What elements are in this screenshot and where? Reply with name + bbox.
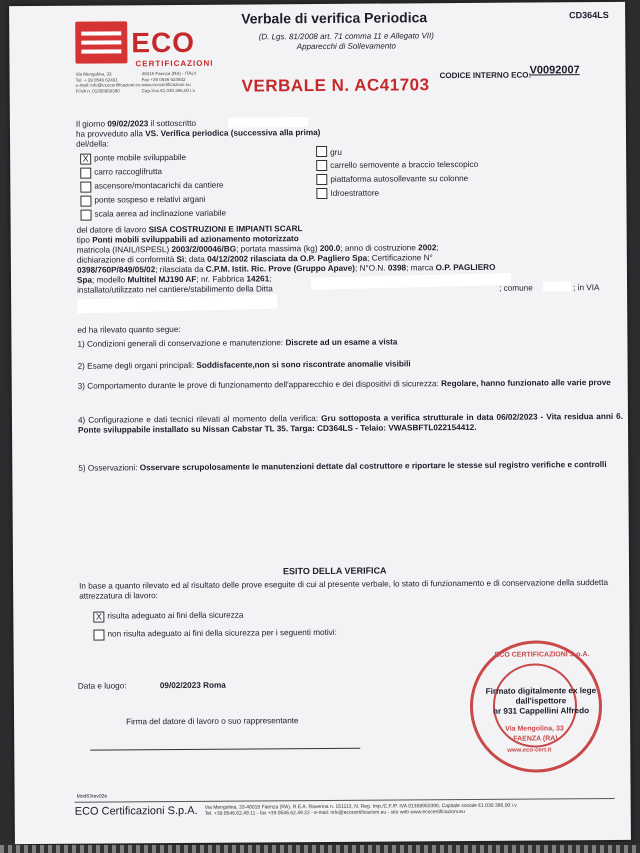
checkbox-label: ponte sospeso e relativi argani <box>94 194 206 205</box>
codice-interno-value: V0092007 <box>529 64 580 77</box>
text: ; rilasciata da <box>155 264 204 275</box>
item-value: Regolare, hanno funzionato alle varie prove <box>441 377 611 389</box>
esito-text: In base a quanto rilevato ed al risultato delle prove eseguite di cui al presente verbale, lo stato di funzionamento e di conservazione della suddetta attrezzatura di lavoro: <box>79 577 609 601</box>
codice-interno-label: CODICE INTERNO ECO: <box>439 70 532 81</box>
cert-issuer: C.P.M. Istit. Ric. Prove (Gruppo Apave) <box>205 263 356 274</box>
text: del datore di lavoro <box>76 225 147 235</box>
marca-suffix: Spa <box>76 275 93 285</box>
item-condizioni <box>77 336 617 350</box>
footer-divider <box>75 798 615 803</box>
address-line: 48018 Faenza (RA) - ITALY <box>141 70 197 77</box>
checkbox-scala-aerea[interactable] <box>81 210 92 221</box>
marca-value: O.P. PAGLIERO <box>435 262 496 273</box>
stamp-url: www.eco-cert.it <box>507 747 552 754</box>
text: tipo <box>76 235 90 245</box>
on-number: 0398 <box>387 263 407 273</box>
logo-sub: CERTIFICAZIONI <box>135 58 214 69</box>
item-value: Osservare scrupolosamente le manutenzioni dettate dal costruttore e riportare le stesse sul registro verifiche e controlli <box>139 460 607 473</box>
matricola-value: 2003/2/00046/BG <box>171 244 237 255</box>
details-comune: ; comune <box>499 283 533 293</box>
item-label: 4) Configurazione e dati tecnici rilevati al momento della verifica: <box>77 414 319 425</box>
text: ; portata massima (kg) <box>236 244 318 254</box>
text: Il giorno <box>75 119 106 129</box>
text: ; nr. Fabbrica <box>196 274 245 284</box>
portata-value: 200.0 <box>319 243 341 253</box>
logo-bar <box>81 40 121 44</box>
text: ; <box>436 243 439 253</box>
document-code: CD364LS <box>569 9 609 21</box>
text: ; modello <box>91 275 126 285</box>
employer-name: SISA COSTRUZIONI E IMPIANTI SCARL <box>148 224 303 235</box>
checkbox-label: piattaforma autosollevante su colonne <box>330 173 469 184</box>
footer-line: Tel. +39.0546.62.49.11 - fax +39.0546.62.49.22 - e-mail: info@ecocertificazioni.eu - sito web www.ecocertificazioni.eu <box>204 808 465 817</box>
stamp-ring-text: ECO CERTIFICAZIONI S.p.A. <box>494 651 590 659</box>
item-value: Gru sottoposta a verifica strutturale in data 06/02/2023 - Vita residua anni 6. Ponte sviluppabile installato su Nissan Cabstar TL 35. Targa: CD364LS - Telaio: VWASBFTL022154412. <box>78 411 623 435</box>
text: rilasciata da <box>250 254 298 264</box>
text: ; marca <box>406 263 434 273</box>
details-installato: installato/utilizzato nel cantiere/stabilimento della Ditta <box>77 284 273 295</box>
item-value: Soddisfacente,non si sono riscontrate anomalie visibili <box>196 359 411 370</box>
verification-type: VS. Verifica periodica (successiva alla prima) <box>145 127 321 139</box>
anno-value: 2002 <box>418 243 437 253</box>
logo-address-left <box>76 71 141 93</box>
ispettore-line: Firmato digitalmente ex lege <box>485 686 597 696</box>
logo-bar <box>81 49 121 53</box>
address-line: Fax +39 0546 624932 <box>141 76 186 82</box>
equipment-type: Ponti mobili sviluppabili ad azionamento motorizzato <box>92 234 299 245</box>
text: dichiarazione di conformità <box>76 255 175 265</box>
text: il sottoscritto <box>150 118 197 129</box>
stamp-line: Via Mengolina, 33 <box>505 725 564 733</box>
item-organi <box>78 358 618 372</box>
details-via: ; in VIA <box>573 283 600 293</box>
modulo-code: Mod63rev02e <box>76 793 108 800</box>
redacted-area <box>228 117 308 128</box>
signature-line <box>90 748 360 751</box>
address-line: P.IVA n. 01358950390 <box>75 87 120 94</box>
checkbox-label: carrello semovente a braccio telescopico <box>330 159 479 170</box>
address-line: Via Mengolina, 33 <box>75 71 112 77</box>
document-sheet <box>9 2 631 844</box>
redacted-area <box>543 281 571 291</box>
document-subtitle <box>231 31 461 53</box>
data-luogo-label: Data e luogo: <box>77 681 127 691</box>
address-line: www.ecocertificazioni.eu <box>141 81 191 88</box>
intro-line-2 <box>76 128 320 140</box>
stamp-line: FAENZA (RA) <box>513 735 558 743</box>
logo-address-right <box>142 71 197 93</box>
checkbox-carro[interactable] <box>80 168 91 179</box>
bottom-edge-strip <box>0 845 640 853</box>
address-line: Cap.Soc.€1.030.386,00 i.v. <box>141 87 196 93</box>
checkbox-label: scala aerea ad inclinazione variabile <box>94 208 227 219</box>
item-configurazione <box>78 412 623 436</box>
fabbrica-value: 14261 <box>246 274 270 284</box>
item-label: 3) Comportamento durante le prove di funzionamento dell'apparecchio e dei dispositivi di sicurezza: <box>77 379 439 391</box>
redacted-area <box>77 295 277 314</box>
firma-datore-label: Firma del datore di lavoro o suo rappresentante <box>126 716 299 727</box>
issuer-value: O.P. Pagliero Spa <box>299 253 368 264</box>
eco-logo-mark <box>75 21 127 63</box>
ispettore-line: nr 931 Cappellini Alfredo <box>492 706 590 716</box>
conformita-value: Sì <box>176 254 185 264</box>
checkbox-gru[interactable] <box>316 146 327 157</box>
text: ; <box>269 274 272 284</box>
checkbox-label: carro raccoglifrutta <box>94 167 163 177</box>
checkbox-ponte-mobile[interactable]: X <box>80 154 91 165</box>
rilevato-label: ed ha rilevato quanto segue: <box>77 324 181 335</box>
checkbox-label: gru <box>330 147 342 157</box>
text: ; Certificazione N° <box>367 253 433 263</box>
text: ; N°O.N. <box>354 263 386 273</box>
checkbox-idroestrattore[interactable] <box>316 188 327 199</box>
cert-number: 0398/760P/849/05/02 <box>76 265 156 275</box>
item-label: 1) Condizioni generali di conservazione e manutenzione: <box>77 338 284 349</box>
checkbox-label: ascensore/montacarichi da cantiere <box>94 180 224 191</box>
verbale-number: VERBALE N. AC41703 <box>241 75 430 96</box>
logo-name: ECO <box>131 26 196 59</box>
item-comportamento <box>78 378 623 392</box>
logo-bar <box>81 31 121 35</box>
checkbox-non-adeguato[interactable] <box>93 630 104 641</box>
checkbox-label: ponte mobile sviluppabile <box>94 152 187 163</box>
date-value: 04/12/2002 <box>207 254 249 264</box>
intro-line-3: del/della: <box>76 139 109 149</box>
document-title: Verbale di verifica Periodica <box>241 9 428 27</box>
footer-info <box>205 803 518 817</box>
esito-option-label: non risulta adeguato ai fini della sicurezza per i seguenti motivi: <box>107 627 337 639</box>
checkbox-label: Idroestrattore <box>330 188 380 198</box>
footer-company: ECO Certificazioni S.p.A. <box>74 804 198 818</box>
data-luogo-value: 09/02/2023 Roma <box>159 680 226 691</box>
ispettore-line: dall'ispettore <box>515 696 567 706</box>
footer-line: Via Mengolina, 33-48018 Faenza (RA), R.E.A. Ravenna n. 151113, N. Reg. Imp./C.F./P. IVA 01358950390, Capitale sociale €1.030.386,00 i.v. <box>204 802 518 811</box>
text: ha provveduto alla <box>75 129 143 139</box>
item-label: 2) Esame degli organi principali: <box>77 360 195 371</box>
text: ; data <box>184 254 205 264</box>
esito-option-label: risulta adeguato ai fini della sicurezza <box>107 610 244 621</box>
item-osservazioni <box>78 460 623 474</box>
address-line: Tel. + 39 0546 62491 <box>75 76 118 83</box>
checkbox-carrello[interactable] <box>316 160 327 171</box>
subtitle-line: (D. Lgs. 81/2008 art. 71 comma 11 e Allegato VII) <box>258 31 434 42</box>
checkbox-ponte-sospeso[interactable] <box>80 196 91 207</box>
firma-ispettore <box>466 686 616 717</box>
esito-title: ESITO DELLA VERIFICA <box>282 565 387 577</box>
checkbox-piattaforma[interactable] <box>316 174 327 185</box>
checkbox-adeguato[interactable]: X <box>93 612 104 623</box>
text: matricola (INAIL/ISPESL) <box>76 245 170 255</box>
checkbox-ascensore[interactable] <box>80 182 91 193</box>
item-value: Discrete ad un esame a vista <box>285 337 398 348</box>
address-line: e-mail: info@ecocertificazioni.eu <box>75 82 141 88</box>
modello-value: Multitel MJ190 AF <box>127 274 197 285</box>
item-label: 5) Osservazioni: <box>78 463 138 473</box>
inspection-date: 09/02/2023 <box>107 119 149 129</box>
subtitle-line: Apparecchi di Sollevamento <box>296 41 396 52</box>
text: ; anno di costruzione <box>340 243 416 253</box>
